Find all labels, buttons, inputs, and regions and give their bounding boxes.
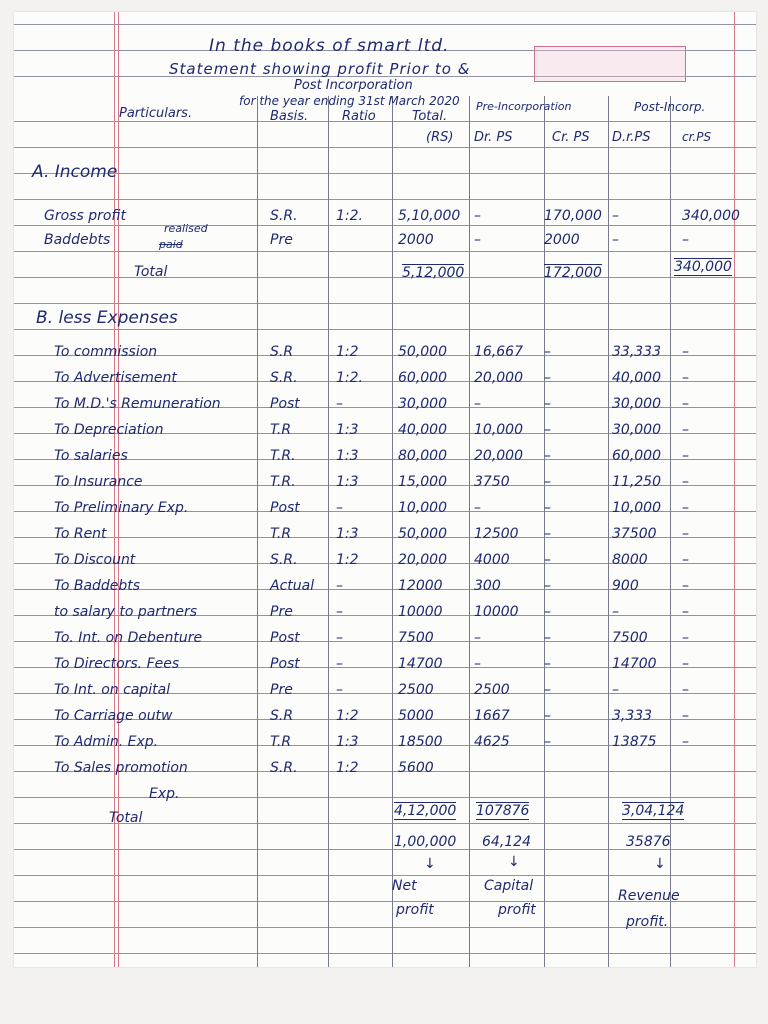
income-pre-cr-total: 172,000 (544, 265, 602, 281)
cell-basis: Post (270, 656, 300, 672)
notebook-page (14, 12, 756, 967)
cell-total: 14700 (398, 656, 443, 672)
cell-ratio: 1:3 (336, 526, 359, 542)
cell-basis: T.R. (270, 448, 296, 464)
cell-total: 5,10,000 (398, 208, 461, 224)
cell-particulars: To Int. on capital (54, 682, 171, 698)
cell-pre-dr: 16,667 (474, 344, 523, 360)
cell-basis: Pre (270, 682, 293, 698)
cell-pre-cr: – (544, 604, 551, 620)
red-stamp-mark (534, 46, 686, 82)
cell-basis: T.R (270, 526, 292, 542)
cell-pre-dr: – (474, 500, 481, 516)
cell-pre-dr: – (474, 396, 481, 412)
column-divider (328, 96, 329, 967)
cell-ratio: – (336, 656, 343, 672)
cell-post-cr: – (682, 604, 689, 620)
cell-basis: T.R (270, 734, 292, 750)
cell-particulars: Baddebts (44, 232, 111, 248)
cell-basis: Actual (270, 578, 315, 594)
cell-ratio: – (336, 500, 343, 516)
cell-ratio: – (336, 682, 343, 698)
cell-ratio: 1:2 (336, 344, 359, 360)
cell-ratio: – (336, 604, 343, 620)
cell-post-dr: 33,333 (612, 344, 661, 360)
column-divider (392, 96, 393, 967)
heading-year: for the year ending 31st March 2020 (239, 94, 460, 108)
cell-post-cr: – (682, 422, 689, 438)
cell-particulars: To Preliminary Exp. (54, 500, 189, 516)
cell-post-dr: – (612, 208, 619, 224)
cell-post-dr: 10,000 (612, 500, 661, 516)
col-ratio: Ratio (342, 109, 376, 124)
cell-post-cr: – (682, 682, 689, 698)
cell-pre-cr: 170,000 (544, 208, 602, 224)
cell-post-cr: – (682, 552, 689, 568)
cell-total: 5600 (398, 760, 434, 776)
heading-post-incorp: Post Incorporation (294, 78, 413, 93)
net-profit-value: 1,00,000 (394, 834, 457, 850)
cell-post-cr: – (682, 474, 689, 490)
cell-basis: S.R (270, 344, 294, 360)
column-divider (608, 96, 609, 967)
cell-post-dr: – (612, 232, 619, 248)
cell-post-dr: 3,333 (612, 708, 653, 724)
cell-particulars: To Directors. Fees (54, 656, 180, 672)
cell-particulars: To commission (54, 344, 158, 360)
cell-post-dr: – (612, 604, 619, 620)
cell-pre-dr: 1667 (474, 708, 510, 724)
cell-pre-dr: 10,000 (474, 422, 523, 438)
col-post-dr: D.r.PS (612, 130, 651, 145)
cell-pre-cr: – (544, 526, 551, 542)
cell-post-dr: 11,250 (612, 474, 661, 490)
cell-total: 7500 (398, 630, 434, 646)
cell-pre-cr: – (544, 708, 551, 724)
cell-post-cr: 340,000 (682, 208, 740, 224)
cell-particulars: To Insurance (54, 474, 143, 490)
cell-ratio: 1:2 (336, 760, 359, 776)
income-heading: A. Income (32, 162, 118, 182)
cell-post-dr: 14700 (612, 656, 657, 672)
cell-total: 30,000 (398, 396, 447, 412)
capital-profit-label-2: profit (498, 902, 536, 918)
cell-basis: T.R. (270, 474, 296, 490)
cell-post-dr: 13875 (612, 734, 657, 750)
realised-note: realised (164, 222, 208, 235)
cell-basis: S.R. (270, 760, 298, 776)
cell-pre-dr: 2500 (474, 682, 510, 698)
cell-total: 10000 (398, 604, 443, 620)
cell-post-cr: – (682, 526, 689, 542)
revenue-profit-label-1: Revenue (618, 888, 680, 904)
column-divider (469, 96, 470, 967)
income-post-cr-total: 340,000 (674, 259, 732, 275)
cell-pre-cr: 2000 (544, 232, 580, 248)
arrow-down-icon: ↓ (424, 856, 436, 872)
cell-particulars: To Admin. Exp. (54, 734, 159, 750)
net-profit-label-2: profit (396, 902, 434, 918)
cell-pre-dr: 20,000 (474, 370, 523, 386)
cell-post-dr: 37500 (612, 526, 657, 542)
col-total: Total. (412, 109, 448, 124)
capital-profit-value: 64,124 (482, 834, 531, 850)
cell-pre-cr: – (544, 344, 551, 360)
cell-pre-dr: – (474, 630, 481, 646)
arrow-down-icon: ↓ (508, 854, 520, 870)
cell-basis: Post (270, 630, 300, 646)
expenses-heading: B. less Expenses (36, 308, 178, 328)
heading-statement: Statement showing profit Prior to & (169, 60, 471, 78)
cell-pre-dr: 4000 (474, 552, 510, 568)
expenses-total-label: Total (109, 810, 143, 826)
col-post-incorp: Post-Incorp. (634, 100, 706, 114)
cell-particulars: To. Int. on Debenture (54, 630, 203, 646)
cell-total: 50,000 (398, 344, 447, 360)
cell-pre-cr: – (544, 448, 551, 464)
expenses-cont-line: Exp. (149, 786, 180, 802)
cell-total: 40,000 (398, 422, 447, 438)
cell-total: 18500 (398, 734, 443, 750)
cell-particulars: To Depreciation (54, 422, 164, 438)
expenses-pre-total: 107876 (476, 803, 530, 819)
cell-post-cr: – (682, 734, 689, 750)
cell-ratio: – (336, 578, 343, 594)
cell-post-cr: – (682, 396, 689, 412)
cell-pre-dr: – (474, 208, 481, 224)
cell-ratio: – (336, 630, 343, 646)
cell-particulars: To Rent (54, 526, 107, 542)
cell-total: 80,000 (398, 448, 447, 464)
cell-total: 5000 (398, 708, 434, 724)
cell-ratio: 1:2 (336, 708, 359, 724)
cell-post-cr: – (682, 500, 689, 516)
cell-pre-dr: 3750 (474, 474, 510, 490)
cell-ratio: 1:3 (336, 474, 359, 490)
col-rs: (RS) (426, 130, 454, 145)
cell-particulars: To Baddebts (54, 578, 141, 594)
col-pre-incorp: Pre-Incorporation (476, 100, 572, 113)
cell-pre-dr: 10000 (474, 604, 519, 620)
col-basis: Basis. (270, 109, 309, 124)
cell-pre-dr: 300 (474, 578, 501, 594)
cell-basis: Pre (270, 604, 293, 620)
revenue-profit-value: 35876 (626, 834, 671, 850)
cell-post-dr: 8000 (612, 552, 648, 568)
cell-total: 15,000 (398, 474, 447, 490)
cell-pre-cr: – (544, 474, 551, 490)
cell-ratio: 1:3 (336, 734, 359, 750)
struck-word: paid (159, 238, 183, 251)
cell-particulars: Gross profit (44, 208, 126, 224)
cell-ratio: 1:3 (336, 422, 359, 438)
cell-post-dr: 7500 (612, 630, 648, 646)
income-total: 5,12,000 (402, 265, 465, 281)
col-particulars: Particulars. (119, 106, 193, 121)
cell-basis: S.R. (270, 552, 298, 568)
cell-particulars: To Carriage outw (54, 708, 173, 724)
cell-ratio: – (336, 396, 343, 412)
cell-total: 2000 (398, 232, 434, 248)
cell-particulars: To Discount (54, 552, 136, 568)
heading-books: In the books of smart ltd. (209, 36, 450, 56)
cell-post-dr: 40,000 (612, 370, 661, 386)
income-total-label: Total (134, 264, 168, 280)
cell-total: 10,000 (398, 500, 447, 516)
cell-pre-cr: – (544, 500, 551, 516)
net-profit-label-1: Net (392, 878, 417, 894)
capital-profit-label-1: Capital (484, 878, 534, 894)
cell-pre-cr: – (544, 578, 551, 594)
cell-post-cr: – (682, 656, 689, 672)
cell-pre-dr: – (474, 656, 481, 672)
cell-basis: S.R. (270, 208, 298, 224)
col-pre-dr: Dr. PS (474, 130, 513, 145)
cell-post-cr: – (682, 344, 689, 360)
cell-pre-dr: 12500 (474, 526, 519, 542)
cell-pre-cr: – (544, 682, 551, 698)
cell-pre-dr: 4625 (474, 734, 510, 750)
cell-particulars: To M.D.'s Remuneration (54, 396, 221, 412)
cell-post-cr: – (682, 448, 689, 464)
cell-particulars: to salary to partners (54, 604, 198, 620)
cell-pre-dr: 20,000 (474, 448, 523, 464)
cell-pre-dr: – (474, 232, 481, 248)
cell-post-dr: – (612, 682, 619, 698)
cell-ratio: 1:2 (336, 552, 359, 568)
cell-basis: T.R (270, 422, 292, 438)
column-divider (257, 96, 258, 967)
cell-post-cr: – (682, 370, 689, 386)
right-margin-line (734, 12, 735, 967)
cell-basis: Pre (270, 232, 293, 248)
cell-particulars: To Advertisement (54, 370, 177, 386)
cell-basis: Post (270, 500, 300, 516)
cell-post-dr: 900 (612, 578, 639, 594)
cell-post-dr: 60,000 (612, 448, 661, 464)
cell-pre-cr: – (544, 552, 551, 568)
cell-post-cr: – (682, 708, 689, 724)
expenses-total: 4,12,000 (394, 803, 457, 819)
cell-ratio: 1:3 (336, 448, 359, 464)
cell-basis: S.R (270, 708, 294, 724)
cell-particulars: To salaries (54, 448, 128, 464)
cell-post-dr: 30,000 (612, 396, 661, 412)
cell-post-cr: – (682, 578, 689, 594)
cell-post-cr: – (682, 630, 689, 646)
expenses-post-total: 3,04,124 (622, 803, 685, 819)
cell-total: 20,000 (398, 552, 447, 568)
cell-basis: S.R. (270, 370, 298, 386)
cell-pre-cr: – (544, 396, 551, 412)
cell-basis: Post (270, 396, 300, 412)
cell-ratio: 1:2. (336, 370, 363, 386)
cell-total: 50,000 (398, 526, 447, 542)
revenue-profit-label-2: profit. (626, 914, 669, 930)
cell-pre-cr: – (544, 656, 551, 672)
cell-pre-cr: – (544, 630, 551, 646)
cell-post-dr: 30,000 (612, 422, 661, 438)
cell-total: 60,000 (398, 370, 447, 386)
cell-post-cr: – (682, 232, 689, 248)
cell-total: 2500 (398, 682, 434, 698)
cell-total: 12000 (398, 578, 443, 594)
cell-pre-cr: – (544, 370, 551, 386)
cell-pre-cr: – (544, 734, 551, 750)
col-pre-cr: Cr. PS (552, 130, 590, 145)
cell-particulars: To Sales promotion (54, 760, 188, 776)
arrow-down-icon: ↓ (654, 856, 666, 872)
cell-ratio: 1:2. (336, 208, 363, 224)
col-post-cr: cr.PS (682, 130, 712, 144)
cell-pre-cr: – (544, 422, 551, 438)
